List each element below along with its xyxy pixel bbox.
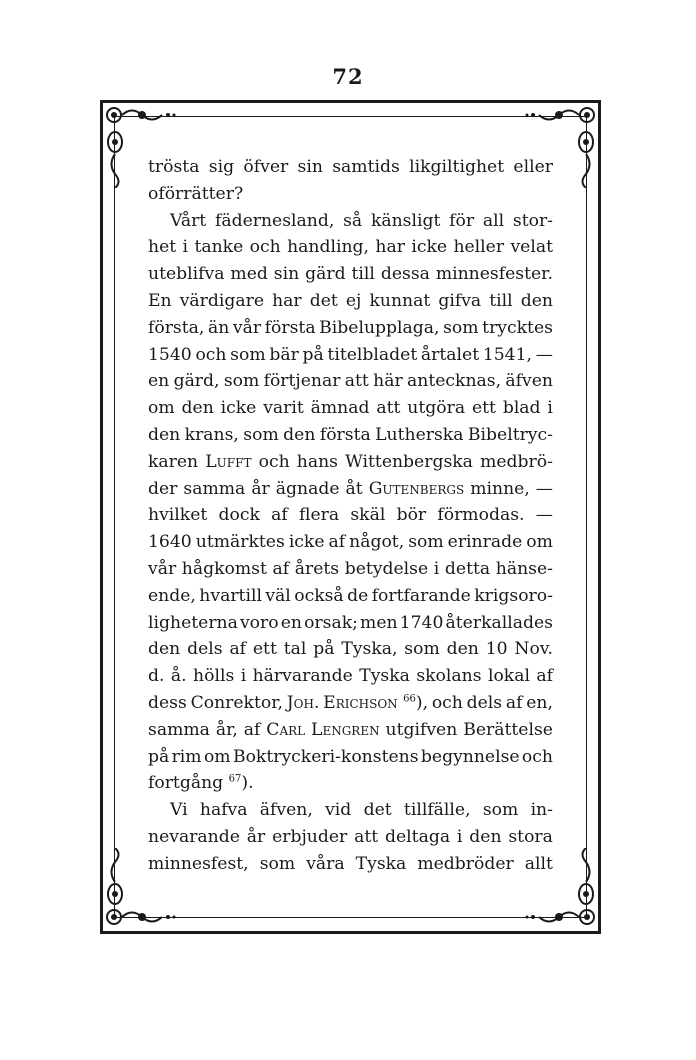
text-line: [148, 583, 553, 610]
word: af: [243, 719, 261, 740]
text-line: [148, 770, 553, 797]
word: till: [489, 290, 513, 311]
word: Joh.: [286, 692, 320, 713]
word: trösta: [148, 157, 200, 177]
text-line: [148, 476, 553, 503]
word: krans,: [184, 424, 239, 445]
floral-column-icon: [575, 128, 597, 188]
word: velat: [510, 237, 553, 258]
word: erinrade: [447, 532, 523, 553]
word: än: [207, 317, 230, 338]
text-line: [148, 717, 553, 744]
word: om: [526, 532, 553, 553]
text-line: [148, 368, 553, 395]
word: vid: [325, 800, 352, 821]
word: —: [535, 478, 553, 499]
word: som: [223, 371, 260, 392]
word: ämnad: [310, 398, 370, 419]
word: ett: [252, 639, 277, 660]
word: samma: [183, 478, 246, 499]
word: åt: [345, 478, 363, 499]
word: af: [229, 639, 247, 660]
word: Tyska: [355, 853, 407, 874]
word: sig: [208, 157, 235, 177]
word: Vårt: [170, 210, 207, 231]
word: också: [294, 585, 344, 606]
word: Berättelse: [463, 719, 553, 740]
word: utgifven: [385, 719, 458, 740]
word: på: [148, 746, 170, 767]
floral-vignette-icon: [104, 906, 184, 928]
word: värdigare: [179, 290, 265, 311]
word: fortfarande: [371, 585, 471, 606]
word: 1541,: [482, 344, 533, 365]
word: rim: [171, 746, 202, 767]
word: och: [195, 344, 227, 365]
text-line: [148, 851, 553, 878]
word: år,: [215, 719, 238, 740]
word: —: [535, 505, 553, 526]
word: om: [203, 746, 231, 767]
word: ligheterna: [148, 612, 238, 633]
word: något,: [349, 532, 405, 553]
word: dock: [218, 505, 260, 526]
word: minnesfester.: [435, 264, 553, 285]
word: men: [360, 612, 398, 633]
text-line: [148, 288, 553, 315]
text-line: [148, 208, 553, 235]
word: tanke: [194, 237, 244, 258]
word: vår: [148, 558, 177, 579]
word: i: [547, 398, 553, 419]
word: tillfälle,: [403, 800, 471, 821]
word: skäl: [350, 505, 386, 526]
word: en: [280, 612, 302, 633]
word: likgiltighet: [409, 157, 505, 177]
word: hvilket: [148, 505, 208, 526]
word: som: [482, 800, 519, 821]
word: hans: [296, 451, 338, 472]
word: blad: [502, 398, 541, 419]
word: betydelse: [344, 558, 429, 579]
word: bör: [396, 505, 427, 526]
word: hvartill: [199, 585, 262, 606]
word: hafva: [199, 800, 248, 821]
word: heller: [453, 237, 505, 258]
word: hölls: [193, 666, 235, 687]
word: hågkomst: [181, 558, 267, 579]
text-line: [148, 663, 553, 690]
word: årtalet: [420, 344, 480, 365]
word: år: [251, 478, 270, 499]
word: för: [449, 210, 475, 231]
word: som: [230, 344, 266, 365]
word: det: [309, 290, 338, 311]
text-line: [148, 261, 553, 288]
text-line: [148, 529, 553, 556]
word: der: [148, 478, 178, 499]
word: som: [404, 639, 440, 660]
word: dessa: [380, 264, 430, 285]
text-line: [148, 395, 553, 422]
text-line: [148, 342, 553, 369]
text-line: [148, 610, 553, 637]
word: ägnade: [275, 478, 340, 499]
word: som: [243, 424, 279, 445]
word: det: [363, 800, 392, 821]
word: så: [343, 210, 363, 231]
word: karen: [148, 451, 199, 472]
word: voro: [239, 612, 279, 633]
text-line: [148, 315, 553, 342]
word: samtids: [332, 157, 400, 177]
word: af: [328, 532, 346, 553]
word: dess: [148, 692, 187, 713]
word: kunnat: [369, 290, 431, 311]
word: första,: [148, 317, 205, 338]
word: allt: [524, 853, 553, 874]
word: d.: [148, 666, 165, 687]
word: icke: [220, 398, 257, 419]
word: Tyska,: [341, 639, 398, 660]
word: och: [258, 451, 290, 472]
word: å.: [170, 666, 187, 687]
word: väl: [265, 585, 291, 606]
word: nevarande: [148, 826, 240, 847]
text-line: [148, 744, 553, 771]
word: uteblifva: [148, 264, 225, 285]
word: ej: [345, 290, 362, 311]
word: och: [521, 746, 553, 767]
word: förmodas.: [437, 505, 525, 526]
word: erbjuder: [272, 826, 348, 847]
word: 10: [485, 639, 508, 660]
floral-vignette-icon: [517, 906, 597, 928]
word: Wittenbergska: [345, 451, 473, 472]
word: i: [182, 237, 189, 258]
word: af: [536, 666, 553, 687]
word: våra: [306, 853, 345, 874]
word: detta: [444, 558, 491, 579]
word: af: [505, 692, 523, 713]
word: en,: [526, 692, 553, 713]
word: handling,: [287, 237, 369, 258]
word: på: [313, 639, 335, 660]
word: med: [230, 264, 268, 285]
word: eller: [513, 157, 553, 177]
word: Lengren: [311, 719, 380, 740]
word: titelbladet: [327, 344, 418, 365]
word: Boktryckeri-konstens: [232, 746, 419, 767]
word: att: [344, 371, 369, 392]
floral-column-icon: [575, 848, 597, 908]
text-line: [148, 502, 553, 529]
word: den: [148, 639, 181, 660]
word: vår: [232, 317, 262, 338]
word: den: [283, 424, 316, 445]
word: år: [246, 826, 266, 847]
word: äfven: [505, 371, 553, 392]
word: —: [535, 344, 553, 365]
word: den: [469, 826, 502, 847]
word: utgöra: [407, 398, 466, 419]
word: sin: [273, 264, 300, 285]
text-line: [148, 824, 553, 851]
word: Tyska: [359, 666, 410, 687]
word: och: [431, 692, 463, 713]
word: lokal: [487, 666, 530, 687]
word: den: [520, 290, 553, 311]
word: de: [347, 585, 369, 606]
word: Lutherska: [375, 424, 464, 445]
word: flera: [299, 505, 340, 526]
word: medbrö-: [480, 451, 553, 472]
text-line: [148, 690, 553, 717]
word: skolans: [416, 666, 482, 687]
word: första: [319, 424, 371, 445]
word: icke: [288, 532, 325, 553]
word: hänse-: [495, 558, 553, 579]
word: ett: [471, 398, 496, 419]
word: fortgång $^{67}$).: [148, 773, 254, 794]
floral-vignette-icon: [517, 104, 597, 126]
word: att: [376, 398, 401, 419]
word: bär: [269, 344, 299, 365]
word: en: [148, 371, 170, 392]
word: gifva: [438, 290, 482, 311]
word: förtjenar: [263, 371, 341, 392]
page-number: 72: [332, 64, 364, 89]
word: krigsoro-: [474, 585, 553, 606]
word: årets: [294, 558, 340, 579]
word: stor-: [512, 210, 553, 231]
word: i: [433, 558, 440, 579]
word: äfven,: [259, 800, 313, 821]
word: oförrätter?: [148, 183, 244, 204]
word: Nov.: [514, 639, 553, 660]
word: att: [354, 826, 379, 847]
floral-column-icon: [104, 128, 126, 188]
word: härvarande: [252, 666, 353, 687]
text-line: [148, 234, 553, 261]
word: Bibelupplaga,: [319, 317, 440, 338]
word: som: [408, 532, 444, 553]
word: som: [443, 317, 479, 338]
word: af: [272, 558, 290, 579]
word: 1640: [148, 532, 192, 553]
text-line: [148, 797, 553, 824]
word: all: [482, 210, 505, 231]
word: Bibeltryc-: [467, 424, 553, 445]
word: känsligt: [370, 210, 441, 231]
word: antecknas,: [407, 371, 502, 392]
word: på: [302, 344, 324, 365]
word: samma: [148, 719, 210, 740]
word: orsak;: [304, 612, 358, 633]
word: varit: [263, 398, 304, 419]
word: af: [271, 505, 288, 526]
floral-column-icon: [104, 848, 126, 908]
word: återkallades: [445, 612, 553, 633]
word: första: [264, 317, 316, 338]
text-line: [148, 154, 553, 181]
text-line: [148, 449, 553, 476]
word: medbröder: [417, 853, 514, 874]
word: här: [373, 371, 403, 392]
word: den: [181, 398, 214, 419]
word: trycktes: [482, 317, 553, 338]
word: Gutenbergs: [368, 478, 465, 499]
word: tal: [283, 639, 307, 660]
word: sin: [297, 157, 323, 177]
text-line: [148, 556, 553, 583]
body-text: [148, 154, 553, 878]
word: den: [148, 424, 181, 445]
text-line: [148, 636, 553, 663]
text-line: [148, 181, 553, 208]
word: minnesfest,: [148, 853, 249, 874]
word: och: [249, 237, 281, 258]
word: den: [446, 639, 479, 660]
word: dels: [466, 692, 503, 713]
word: till: [351, 264, 375, 285]
word: 1740: [399, 612, 444, 633]
word: fädernesland,: [214, 210, 335, 231]
word: utmärktes: [195, 532, 285, 553]
word: gärd: [305, 264, 346, 285]
word: om: [148, 398, 175, 419]
word: öfver: [243, 157, 289, 177]
word: En: [148, 290, 172, 311]
word: minne,: [470, 478, 530, 499]
word: deltaga: [385, 826, 451, 847]
word: 1540: [148, 344, 192, 365]
word: ende,: [148, 585, 196, 606]
text-line: [148, 422, 553, 449]
word: het: [148, 237, 177, 258]
word: Conrektor,: [190, 692, 283, 713]
word: icke: [411, 237, 448, 258]
word: i: [456, 826, 463, 847]
word: dels: [187, 639, 223, 660]
word: i: [240, 666, 247, 687]
word: har: [375, 237, 405, 258]
word: Vi: [170, 800, 188, 821]
word: som: [259, 853, 296, 874]
word: gärd,: [173, 371, 220, 392]
word: stora: [508, 826, 553, 847]
word: Lufft: [205, 451, 252, 472]
floral-vignette-icon: [104, 104, 184, 126]
word: Erichson $^{66}$),: [323, 692, 429, 713]
word: Carl: [266, 719, 306, 740]
word: har: [272, 290, 302, 311]
word: in-: [530, 800, 553, 821]
word: begynnelse: [420, 746, 520, 767]
